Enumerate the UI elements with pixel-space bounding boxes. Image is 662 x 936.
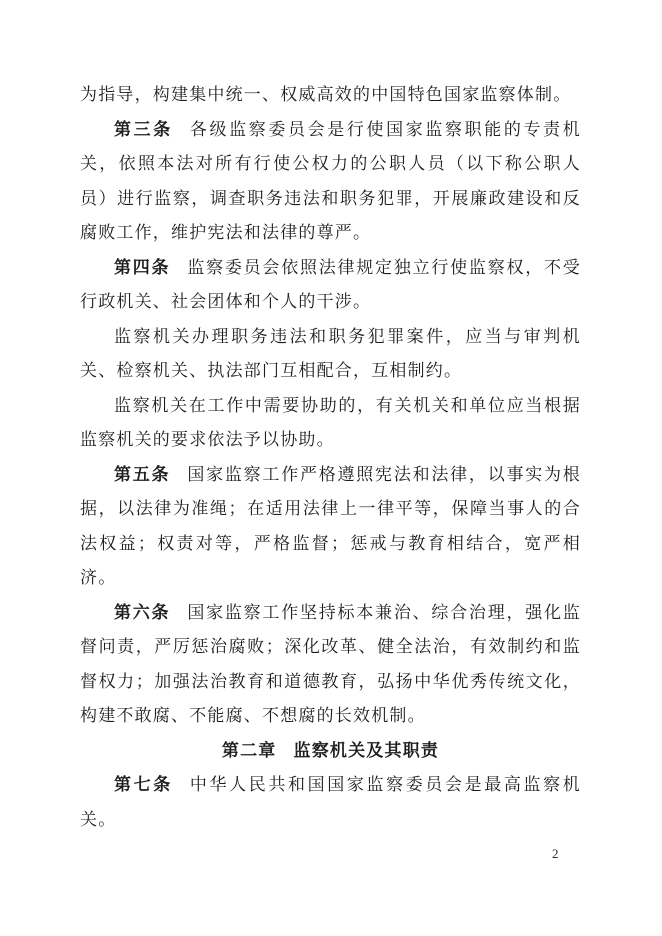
article-text: 中华人民共和国国家监察委员会是最高监察机关。	[80, 775, 581, 829]
paragraph-article-3	[80, 113, 581, 251]
article-number-label: 第六条	[114, 602, 171, 622]
article-text: 监察委员会依照法律规定独立行使监察权，不受行政机关、社会团体和个人的干涉。	[80, 257, 581, 311]
paragraph-article-6	[80, 596, 581, 734]
paragraph-plain	[80, 389, 581, 458]
article-number-label: 第三条	[114, 119, 173, 139]
article-number-label: 第七条	[114, 775, 173, 794]
paragraph-text: 为指导，构建集中统一、权威高效的中国特色国家监察体制。	[80, 85, 572, 104]
page-number: 2	[552, 846, 559, 861]
article-number-label: 第五条	[114, 464, 171, 484]
paragraph-continuation	[80, 78, 581, 113]
article-text: 各级监察委员会是行使国家监察职能的专责机关，依照本法对所有行使公权力的公职人员（以下称公职人员）进行监察，调查职务违法和职务犯罪，开展廉政建设和反腐败工作，维护宪法和法律的尊严。	[80, 119, 581, 242]
article-number-label: 第四条	[114, 257, 171, 277]
article-text: 国家监察工作严格遵照宪法和法律，以事实为根据，以法律为准绳；在适用法律上一律平等，保障当事人的合法权益；权责对等，严格监督；惩戒与教育相结合，宽严相济。	[80, 464, 581, 587]
chapter-number-label: 第二章	[221, 740, 277, 760]
document-body	[80, 78, 581, 837]
paragraph-article-4	[80, 251, 581, 320]
paragraph-article-5	[80, 458, 581, 596]
article-text: 国家监察工作坚持标本兼治、综合治理，强化监督问责，严厉惩治腐败；深化改革、健全法治，有效制约和监督权力；加强法治教育和道德教育，弘扬中华优秀传统文化，构建不敢腐、不能腐、不想腐的长效机制。	[80, 602, 581, 725]
paragraph-text: 监察机关在工作中需要协助的，有关机关和单位应当根据监察机关的要求依法予以协助。	[80, 395, 581, 449]
chapter-heading	[80, 734, 581, 769]
paragraph-plain	[80, 320, 581, 389]
paragraph-article-7	[80, 768, 581, 837]
chapter-title: 监察机关及其职责	[293, 740, 440, 760]
paragraph-text: 监察机关办理职务违法和职务犯罪案件，应当与审判机关、检察机关、执法部门互相配合，互相制约。	[80, 326, 581, 380]
